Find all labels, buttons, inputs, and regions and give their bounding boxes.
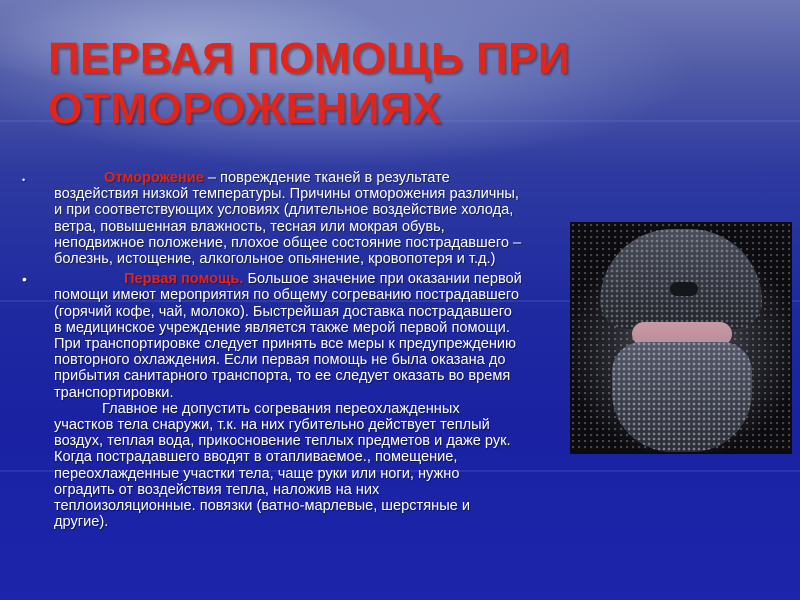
hat-logo-shape	[670, 282, 698, 296]
term-first-aid: Первая помощь.	[124, 271, 244, 288]
bullet-item-frostbite-definition	[22, 170, 522, 267]
definition-text: – повреждение тканей в результате воздействия низкой температуры. Причины отморожения различны, и при соответствующих условиях (длительное воздействие холода, ветра, повышенная влажность, тесная или мокрая обувь, неподвижное положение, плохое общее состояние пострадавшего – болезнь, истощение, алкогольное опьянение, кровопотеря и т.д.)	[54, 170, 522, 268]
slide-title: ПЕРВАЯ ПОМОЩЬ ПРИ ОТМОРОЖЕНИЯХ	[48, 34, 571, 133]
frostbitten-face-photo	[570, 222, 792, 454]
bullet-icon: •	[22, 175, 26, 185]
knit-hat-shape	[600, 229, 762, 329]
slide-body	[22, 170, 522, 530]
bullet-icon: •	[22, 271, 27, 288]
bullet-item-first-aid	[22, 271, 522, 530]
first-aid-insulation-text: Когда пострадавшего вводят в отапливаемое., помещение, переохлажденные участки тела, чаще руки или ноги, нужно оградить от воздействия тепла, наложив на них теплоизоляционные. повязки (ватно-марлевые, шерстяные и другие).	[54, 449, 471, 531]
frosted-mask-shape	[612, 342, 752, 452]
first-aid-text: Большое значение при оказании первой помощи имеют мероприятия по общему согреванию пострадавшего (горячий кофе, чай, молоко). Быстрейшая доставка пострадавшего в медицинское учреждение является также мерой первой помощи. При транспортировке следует принять все меры к предупреждению повторного охлаждения. Если первая помощь не была оказана до прибытия санитарного транспорта, то ее следует оказать во время транспортировки.	[54, 271, 522, 401]
first-aid-warming-text: Главное не допустить согревания переохлажденных участков тела снаружи, т.к. на них губительно действует теплый воздух, теплая вода, прикосновение теплых предметов и даже рук.	[54, 400, 511, 450]
term-frostbite: Отморожение	[104, 170, 204, 186]
